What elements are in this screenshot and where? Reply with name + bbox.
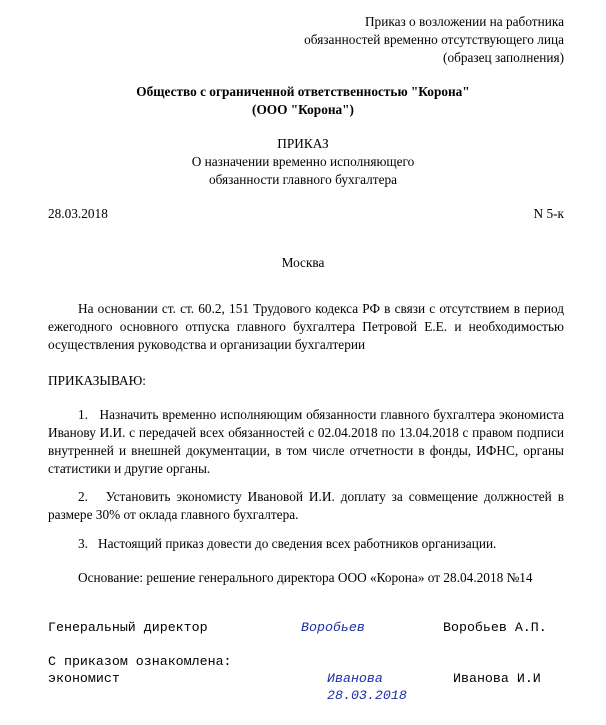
org-short-name: (ООО "Корона"): [252, 102, 354, 117]
header-line-2: обязанностей временно отсутствующего лица: [304, 32, 564, 47]
employee-signature-date: 28.03.2018: [327, 688, 407, 703]
command-text: ПРИКАЗЫВАЮ:: [48, 373, 146, 388]
intro-paragraph: На основании ст. ст. 60.2, 151 Трудового кодекса РФ в связи с отсутствием в период ежегодного основного отпуска главного бухгалтера Петровой Е.Е. и необходимостью осуществления руководства и организации бухгалтерии: [48, 301, 564, 352]
header-line-3: (образец заполнения): [443, 50, 564, 65]
basis-paragraph: Основание: решение генерального директора ООО «Корона» от 28.04.2018 №14: [78, 570, 533, 585]
org-name: Общество с ограниченной ответственностью "Корона": [136, 84, 470, 99]
header-line-1: Приказ о возложении на работника: [364, 14, 564, 29]
order-item-3: [48, 535, 564, 553]
order-item-1: [48, 406, 564, 478]
item-number: 3.: [78, 536, 88, 551]
item-text: Установить экономисту Ивановой И.И. доплату за совмещение должностей в размере 30% от оклада главного бухгалтера.: [48, 489, 564, 522]
order-city: Москва: [281, 255, 325, 270]
employee-title: экономист: [48, 671, 120, 686]
order-title: ПРИКАЗ: [277, 136, 329, 151]
order-item-2: [48, 488, 564, 524]
item-text: Настоящий приказ довести до сведения всех работников организации.: [97, 536, 497, 551]
director-signature: Воробьев: [301, 620, 365, 635]
order-date: 28.03.2018: [48, 206, 108, 221]
director-title: Генеральный директор: [48, 620, 208, 635]
director-name: Воробьев А.П.: [443, 620, 547, 635]
order-subtitle-1: О назначении временно исполняющего: [191, 154, 415, 169]
item-text: Назначить временно исполняющим обязанности главного бухгалтера экономиста Иванову И.И. с передачей всех обязанностей с 02.04.2018 по 13.04.2018 с правом подписи внутренней и внешней документации, в том числе отчетности в фонды, ИФНС, органы статистики и другие органы.: [48, 407, 564, 476]
acquainted-label: С приказом ознакомлена:: [48, 654, 232, 669]
employee-signature: Иванова: [327, 671, 383, 686]
item-number: 1.: [78, 407, 88, 422]
order-number: N 5-к: [533, 206, 564, 221]
order-subtitle-2: обязанности главного бухгалтера: [208, 172, 398, 187]
item-number: 2.: [78, 489, 88, 504]
employee-name: Иванова И.И: [453, 671, 541, 686]
